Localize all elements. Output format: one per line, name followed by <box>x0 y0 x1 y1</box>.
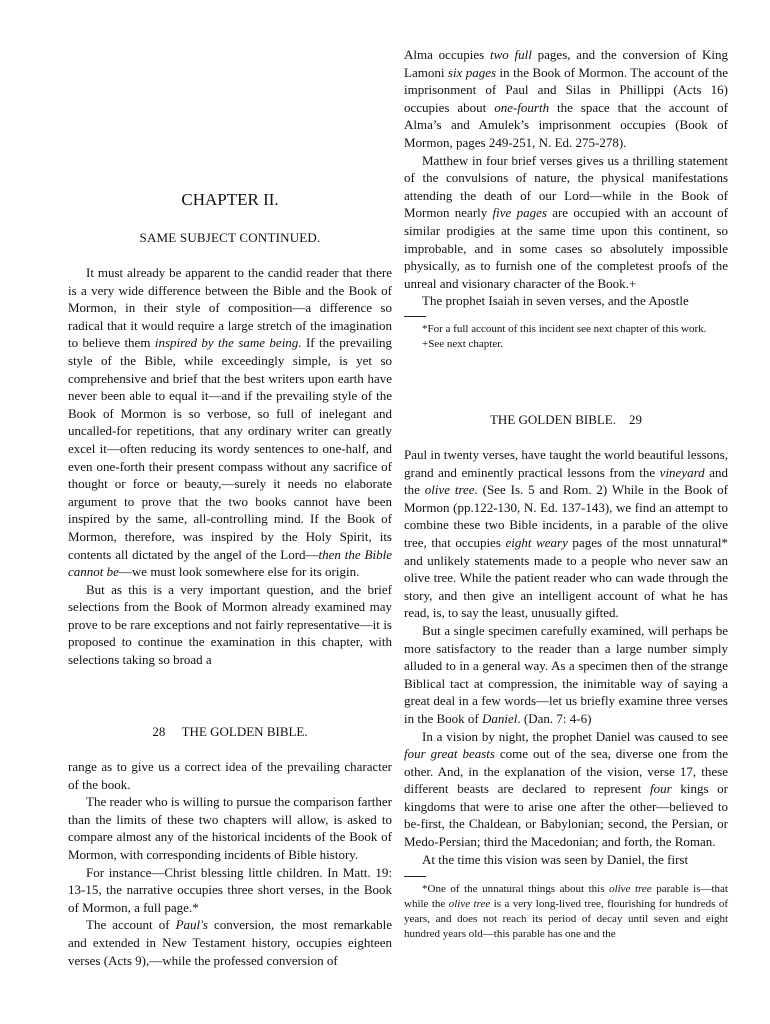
text-run: Matthew in four brief verses gives us a thrilling statement of the convulsions of nature, the physical manifestations attending the death of our Lord—while in the Book of Mormon nearly <box>404 152 728 221</box>
footnotes <box>404 322 728 352</box>
footnote-rule <box>404 876 426 877</box>
text-run: pages, and the conversion of King Lamoni <box>404 47 728 80</box>
text-run: But as this is a very important question, and the brief selections from the Book of Mormon already examined may prove to be rare exceptions and not fairly representative—it is proposed to continue the examination in this chapter, with selections taking so broad a <box>68 581 392 668</box>
italic-text: two full <box>489 47 532 62</box>
paragraph <box>404 728 728 851</box>
italic-text: four great beasts <box>404 746 495 762</box>
text-run: The prophet Isaiah in seven verses, and the Apostle <box>422 293 689 309</box>
text-run: For instance—Christ blessing little children. In Matt. 19: 13-15, the narrative occupies three short verses, in the Book of Mormon, a full page.* <box>68 864 392 915</box>
italic-text: six pages <box>447 64 497 80</box>
left-body <box>68 264 392 669</box>
paragraph <box>404 622 728 728</box>
paragraph <box>68 758 392 793</box>
paragraph <box>68 864 392 917</box>
text-run: In a vision by night, the prophet Daniel was caused to see <box>422 728 728 744</box>
text-run: parable is—that while the <box>404 883 728 911</box>
italic-text: four <box>649 781 672 797</box>
italic-text: Daniel <box>482 710 518 726</box>
text-run: At the time this vision was seen by Daniel, the first <box>422 851 689 867</box>
paragraph <box>68 793 392 863</box>
footnotes <box>404 882 728 942</box>
running-head-title: THE GOLDEN BIBLE. <box>181 724 308 739</box>
right-top-body <box>404 46 728 352</box>
text-run: —we must look somewhere else for its origin. <box>118 564 360 580</box>
text-run: It must already be apparent to the candid reader that there is a very wide difference between the Bible and the Book of Mormon, in their style of composition—a difference so radical that it would require a large stretch of the imagination to believe them <box>68 265 392 351</box>
page-number: 28 <box>152 724 166 739</box>
footnote: +See next chapter. <box>422 337 504 350</box>
text-run: If the prevailing style of the Bible, while exceedingly simple, is yet so comprehensive and brief that the best writers upon earth have never been able to equal it—and if the prevailing style of the Book of Mormon is so verbose, so full of inelegant and uncalled-for repetitions, that any ordinary writer can greatly excel it—often reducing its wordy sentences to one-half, and even one-forth their present compass without any sacrifice of thought or force or beauty,—surely it needs no elaborate argument to prove that the two books cannot have been inspired by the same, all-controlling mind. If the Book of Mormon, therefore, was inspired by the Holy Spirit, its contents all dictated by the angel of the Lord— <box>68 335 392 562</box>
text-run: is a very long-lived tree, flourishing for hundreds of years, and does not reach its period of decay until seven and eight hundred years old—this parable has one and the <box>404 898 728 941</box>
paragraph <box>68 264 392 581</box>
footnote <box>404 882 728 942</box>
page28-body <box>68 758 392 969</box>
italic-text: inspired by the same being. <box>154 335 302 351</box>
text-run: The reader who is willing to pursue the comparison farther than the limits of these two chapters will allow, is asked to compare almost any of the historical incidents of the Book of Mormon, with corresponding incidents of Bible history. <box>68 794 392 862</box>
footnote-rule <box>404 316 426 317</box>
chapter-title: CHAPTER II. <box>181 190 279 209</box>
text-run: are occupied with an account of similar prodigies at the same time upon this continent, so improbable, and in some cases so absolutely impossible physically, as to furnish one of the completest proofs of the unreal and visionary character of the Book.+ <box>404 205 729 291</box>
italic-text: vineyard <box>659 464 705 480</box>
text-run: . (Dan. 7: 4-6) <box>517 710 592 726</box>
footnote: *For a full account of this incident see next chapter of this work. <box>422 322 707 335</box>
italic-text: five pages <box>492 205 547 221</box>
italic-text: Paul's <box>175 917 208 933</box>
text-run: Paul in twenty verses, have taught the world beautiful lessons, grand and eminently practical lessons from the <box>404 447 728 480</box>
text-run: and the <box>404 464 728 498</box>
page-number: 29 <box>629 412 642 427</box>
text-run: the space that the account of Alma’s and Amulek’s imprisonment occupies (Book of Mormon, pages 249-251, N. Ed. 275-278). <box>404 99 728 150</box>
italic-text: one-fourth <box>494 99 550 115</box>
italic-text: eight weary <box>505 534 568 550</box>
italic-text: olive tree <box>609 883 652 896</box>
paragraph <box>68 916 392 969</box>
text-run: kings or kingdoms that were to arise one after the other—believed to be-first, the Chaldean, or Babylonian; second, the Persian, or Medo-Persian; third the Macedonian; and forth, the Roman. <box>404 781 729 850</box>
italic-text: olive tree. <box>424 482 478 498</box>
text-run: But a single specimen carefully examined, will perhaps be more satisfactory to the reader than a large number simply alluded to in a general way. As a specimen then of the strange Biblical tact at compression, the inimitable way of saying a great deal in a few words—let us briefly examine three verses in the Book of <box>404 622 728 726</box>
italic-text: then the Bible cannot be <box>68 546 392 580</box>
page29-body <box>404 446 728 942</box>
running-head-29 <box>404 412 728 428</box>
text-run: come out of the sea, diverse one from the other. And, in the explanation of the vision, verse 17, these different beasts are declared to represent <box>404 746 728 797</box>
text-run: *One of the unnatural things about this <box>422 883 610 896</box>
paragraph <box>68 581 392 669</box>
paragraph <box>404 851 728 869</box>
text-run: The account of <box>86 917 176 933</box>
paragraph <box>404 46 728 152</box>
text-run: in the Book of Mormon. The account of the imprisonment of Paul and Silas in Phillippi (Acts 16) occupies about <box>404 64 728 115</box>
text-run: (See Is. 5 and Rom. 2) While in the Book of Mormon (pp.122-130, N. Ed. 137-143), we find an attempt to combine these two Bible incidents, in a parable of the olive tree, that occupies <box>404 482 728 550</box>
paragraph <box>404 292 728 310</box>
paragraph <box>404 152 728 293</box>
text-run: range as to give us a correct idea of the prevailing character of the book. <box>68 759 392 792</box>
chapter-subtitle: SAME SUBJECT CONTINUED. <box>139 230 321 245</box>
running-head-title: THE GOLDEN BIBLE. <box>489 412 616 427</box>
text-run: pages of the most unnatural* and unlikely statements made to a people who never saw an olive tree. While the patient reader who can wade through the story, and then give an intelligent account of what he has read, is, to say the least, unusually gifted. <box>404 534 728 621</box>
text-run: Alma occupies <box>404 47 490 62</box>
paragraph <box>404 446 728 622</box>
running-head-28 <box>68 724 392 740</box>
italic-text: olive tree <box>448 898 491 911</box>
text-run: conversion, the most remarkable and extended in New Testament history, occupies eighteen verses (Acts 9),—while the professed conversion of <box>68 917 393 968</box>
